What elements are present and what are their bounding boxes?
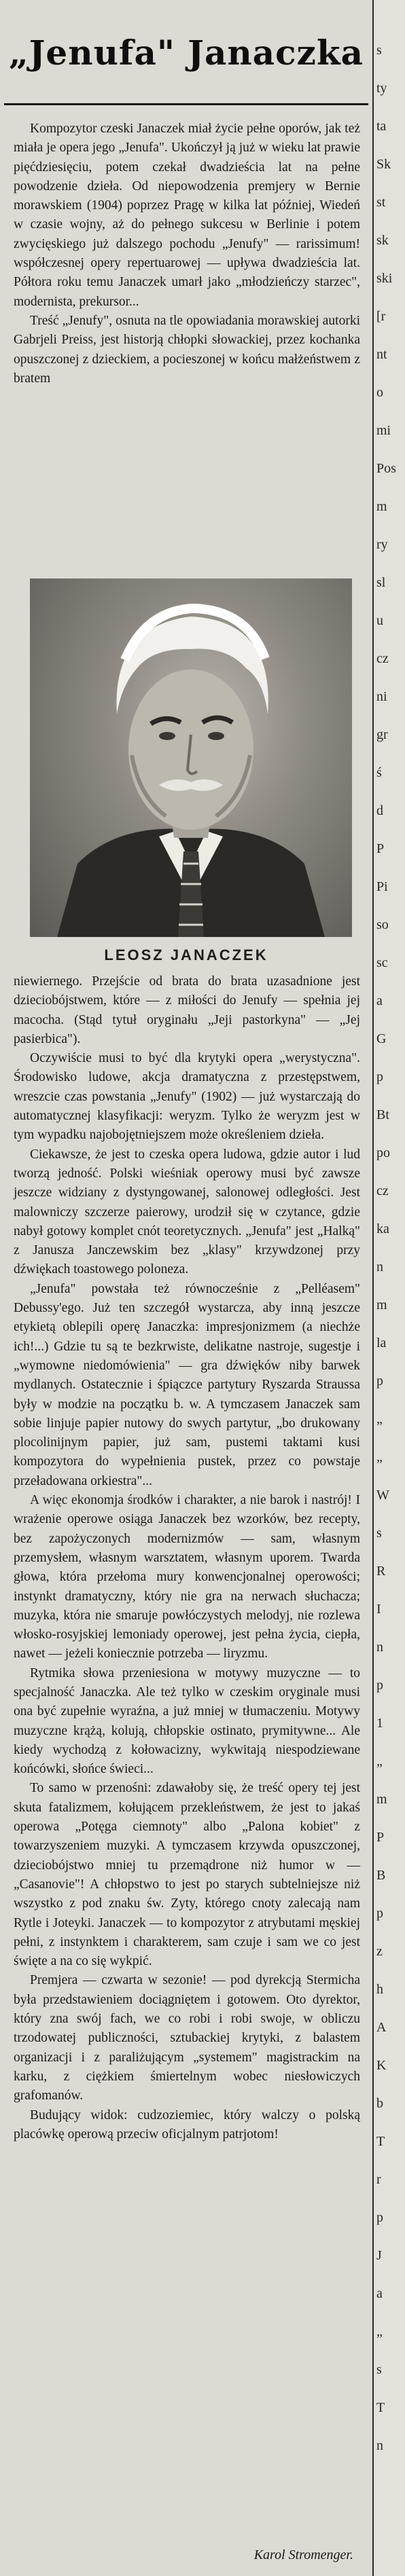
neighbor-fragment: ś	[376, 765, 382, 780]
neighbor-column-edge	[372, 0, 405, 2576]
paragraph: To samo w przenośni: zdawałoby się, że treść opery tej jest skuta fatalizmem, kołującem przekleństwem, że jest to jakaś operowa „Potęga ciemnoty" albo „Palona kobiet" z towarzyszeniem muzyki. A tymczasem krzywda opuszczonej, dzieciobójstwo mniej tu przemądrone niż humor w — „Casanovie"! A chłopstwo to jest po starych subtelniejsze niż wszystko z pod znaku św. Zyty, którego cnoty zalecają nam Rytle i Joteyki. Janaczek — to kompozytor z atrybutami męskiej pełni, z instynktem i charakterem, sam czuje i sam we co jest święte a na co się wykpić.	[14, 1781, 360, 1969]
neighbor-fragment: I	[376, 1602, 381, 1617]
neighbor-fragment: r	[376, 2172, 381, 2187]
neighbor-fragment: ry	[376, 537, 388, 552]
neighbor-fragment: „	[376, 2324, 383, 2339]
neighbor-fragment: W	[376, 1488, 389, 1503]
paragraph: Treść „Jenufy", osnuta na tle opowiadania morawskiej autorki Gabrjeli Preiss, jest historją chłopki słowackiej, przez kochanka opuszczonej z dzieckiem, a pocieszonej w końcu małżeństwem z bratem	[14, 313, 360, 386]
neighbor-fragment: la	[376, 1336, 387, 1350]
neighbor-fragment: st	[376, 195, 386, 210]
neighbor-fragment: „	[376, 1754, 383, 1769]
neighbor-fragment: Pi	[376, 879, 388, 894]
neighbor-fragment: cz	[376, 1183, 389, 1198]
neighbor-fragment: 1	[376, 1716, 383, 1731]
paragraph: niewiernego. Przejście od brata do brata uzasadnione jest dzieciobójstwem, które — z miłości do Jenufy — spełnia jej macocha. (Stąd tytuł oryginału „Jeji pastorkyna" — „Jej pasierbica").	[14, 974, 360, 1046]
paragraph: Budujący widok: cudzoziemiec, który walczy o polską placówkę operową przeciw oficjalnym patrjotom!	[14, 2108, 360, 2141]
neighbor-fragment: n	[376, 1259, 383, 1274]
paragraph: Kompozytor czeski Janaczek miał życie pełne oporów, jak też miała je opera jego „Jenufa". Ukończył ją już w wieku lat prawie pięćdziesięciu, potem czekał dwadzieścia lat na pełne powodzenie dzieła. Od niepowodzenia premjery w Bernie morawskiem (1904) poprzez Pragę w kilka lat później, Wiedeń w czasie wojny, aż do pełnego sukcesu w Berlinie i potem zwycięskiego już dalszego pochodu „Jenufy" — rarissimum! współczesnej opery repertuarowej — upływa dwadzieścia lat. Półtora roku temu Janaczek umarł jako „młodzieńczy starzec", modernista, prekursor...	[14, 122, 360, 309]
neighbor-fragment: „	[376, 1450, 383, 1465]
neighbor-fragment: Pos	[376, 461, 396, 476]
neighbor-fragment: J	[376, 2248, 382, 2263]
neighbor-fragment: cz	[376, 651, 389, 666]
portrait-photo	[30, 578, 352, 937]
author-signature: Karol Stromenger.	[253, 2547, 353, 2562]
neighbor-fragment: p	[376, 1374, 383, 1388]
neighbor-fragment: p	[376, 2210, 383, 2225]
paragraph: A więc ekonomja środków i charakter, a nie barok i nastrój! I wrażenie operowe osiąga Janaczek bez wzorków, bez recepty, bez zapożyczonych modernizmów — sam, własnym przemysłem, własnym warsztatem, własnym uporem. Twarda głowa, która przełoma mury konwencjonalnej operowości; instynkt dramatyczny, który nie gra na nerwach słuchacza; muzyka, która nie smaruje powłóczystych melodyj, nie rozlewa włosko-rosyjskiej lemoniady operowej, jest pełna życia, ciepła, nawet — jeżeli koniecznie potrzeba — liryzmu.	[14, 1493, 360, 1661]
neighbor-fragment: sk	[376, 233, 389, 248]
paragraph: „Jenufa" powstała też równocześnie z „Pelléasem" Debussy'ego. Już ten szczegół wystarcza, aby inną jeszcze etykietą oblepili operę Janaczka: impresjonizmem (a niechże ich!...) Gdzie tu są te bezkrwiste, delikatne nastroje, sugestje i „wymowne niedomówienia" — gra dźwięków niby barwek mydlanych. Ostatecznie i śpiączce partytury Ryszarda Straussa były w modzie na początku b. w. A tymczasem Janaczek sam sobie linjuje papier nutowy do swych partytur, „bo drukowany plocolinijnym papier, już sam, pustemi taktami kusi kompozytora do wypełnienia pustek, przez co powstaje przeładowana orkiestra"...	[14, 1281, 360, 1488]
neighbor-fragment: ty	[376, 81, 387, 96]
neighbor-fragment: Sk	[376, 157, 391, 172]
paragraph: Rytmika słowa przeniesiona w motywy muzyczne — to specjalność Janaczka. Ale też tylko w czeskim oryginale musi ona być zupełnie wyraźna, a już mniej w tłumaczeniu. Motywy muzyczne krążą, kolują, chłopskie ostinato, prymitywne... Ale kiedy wychodzą z kołowacizny, wykwitają niespodziewane końcówki, słońce świeci...	[14, 1666, 360, 1777]
neighbor-fragment: B	[376, 1868, 386, 1883]
neighbor-fragment: T	[376, 2400, 385, 2415]
neighbor-fragment: K	[376, 2058, 387, 2073]
neighbor-fragment: ski	[376, 271, 393, 286]
neighbor-fragment: ta	[376, 119, 387, 134]
neighbor-fragment: n	[376, 1640, 383, 1655]
article-intro	[14, 119, 360, 574]
neighbor-fragment: R	[376, 1564, 386, 1579]
neighbor-fragment: ka	[376, 1221, 389, 1236]
neighbor-fragment: T	[376, 2134, 385, 2149]
neighbor-fragment: mi	[376, 423, 391, 438]
neighbor-fragment: n	[376, 2438, 383, 2453]
neighbor-fragment: p	[376, 1678, 383, 1693]
neighbor-fragment: s	[376, 43, 382, 58]
neighbor-fragment: po	[376, 1145, 390, 1160]
neighbor-fragment: „	[376, 1412, 383, 1427]
neighbor-fragment: o	[376, 385, 383, 400]
neighbor-fragment: G	[376, 1031, 387, 1046]
photo-caption: LEOSZ JANACZEK	[104, 946, 268, 963]
article-body	[14, 972, 360, 2545]
neighbor-fragment: so	[376, 917, 389, 932]
article-title: „Jenufa" Janaczka	[9, 33, 364, 73]
neighbor-fragment: u	[376, 613, 383, 628]
neighbor-fragment: a	[376, 993, 383, 1008]
neighbor-fragment: A	[376, 2020, 387, 2035]
neighbor-fragment: h	[376, 1982, 383, 1997]
neighbor-fragment: p	[376, 1069, 383, 1084]
neighbor-fragment: s	[376, 2362, 382, 2377]
neighbor-fragment: b	[376, 2096, 383, 2111]
neighbor-fragment: z	[376, 1944, 383, 1959]
neighbor-fragment: gr	[376, 727, 388, 742]
neighbor-fragment: nt	[376, 347, 387, 362]
neighbor-fragment: s	[376, 1526, 382, 1541]
neighbor-fragment: sc	[376, 955, 388, 970]
neighbor-fragment: m	[376, 1792, 387, 1807]
neighbor-fragment: P	[376, 1830, 385, 1845]
neighbor-fragment: Bt	[376, 1107, 389, 1122]
title-rule	[4, 103, 368, 105]
neighbor-fragment: m	[376, 1298, 387, 1312]
neighbor-fragment: p	[376, 1906, 383, 1921]
neighbor-fragment: ni	[376, 689, 387, 704]
paragraph: Premjera — czwarta w sezonie! — pod dyrekcją Stermicha była przedstawieniem dociągniętem i gotowem. Oto dyrektor, który zna swój fach, we co robi i robi swoje, w obliczu trzodowatej publiczności, sztubackiej krytyki, z balastem organizacji i z paraliżującym „systemem" magistrackim na karku, z ciężkiem śmiertelnym wobec niesłowiczych grafomanów.	[14, 1973, 360, 2103]
neighbor-fragment: m	[376, 499, 387, 514]
paragraph: Ciekawsze, że jest to czeska opera ludowa, gdzie autor i lud tworzą jedność. Polski wieśniak operowy musi być zawsze jeszcze widziany z dystyngowanej, salonowej odległości. Jest malowniczy szczerze paierowy, urodził się w czytance, gdzie nabył gotowy komplet cnót teoretycznych. „Jenufa" jest „Halką" z Janusza Janczewskim bez „klasy" krzywdzonej przy dźwiękach toastowego poloneza.	[14, 1147, 360, 1277]
portrait-illustration	[30, 578, 352, 937]
neighbor-fragment: P	[376, 841, 385, 856]
neighbor-fragment: sl	[376, 575, 386, 590]
neighbor-fragment: [r	[376, 309, 386, 324]
paragraph: Oczywiście musi to być dla krytyki opera „werystyczna". Środowisko ludowe, akcja dramatyczna z przestępstwem, wreszcie czas powstania „Jenufy" (1902) — już wystarczają do automatycznej klasyfikacji: weryzm. Tylko że weryzm jest w tym wypadku najobojętniejszem może określeniem dzieła.	[14, 1051, 360, 1143]
neighbor-fragment: a	[376, 2286, 383, 2301]
neighbor-fragment: d	[376, 803, 383, 818]
